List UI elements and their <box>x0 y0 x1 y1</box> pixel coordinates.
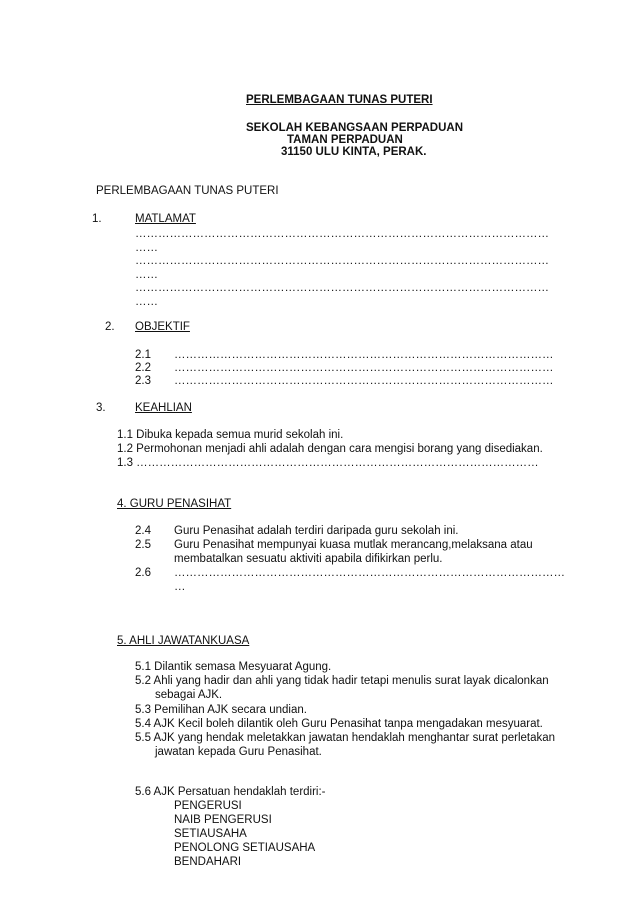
committee-item: 5.4 AJK Kecil boleh dilantik oleh Guru Penasihat tanpa mengadakan mesyuarat. <box>135 718 543 730</box>
objective-text: ……………………………………………………………………………………… <box>174 375 554 387</box>
document-subtitle: PERLEMBAGAAN TUNAS PUTERI <box>96 185 279 197</box>
role-item: SETIAUSAHA <box>174 828 247 840</box>
section-1-line: …… <box>135 242 158 254</box>
committee-item: sebagai AJK. <box>155 689 223 701</box>
section-2-number: 2. <box>105 321 115 333</box>
section-3-number: 3. <box>96 402 106 414</box>
objective-number: 2.3 <box>135 375 151 387</box>
committee-item: jawatan kepada Guru Penasihat. <box>155 746 322 758</box>
objective-number: 2.2 <box>135 362 151 374</box>
advisor-item-number: 2.4 <box>135 525 151 537</box>
objective-text: ……………………………………………………………………………………… <box>174 349 554 361</box>
advisor-item-number: 2.6 <box>135 567 151 579</box>
role-item: NAIB PENGERUSI <box>174 814 272 826</box>
section-1-line: ……………………………………………………………………………………………… <box>135 282 549 294</box>
section-3-title: KEAHLIAN <box>135 402 192 414</box>
membership-item: 1.2 Permohonan menjadi ahli adalah dengan cara mengisi borang yang disediakan. <box>117 443 543 455</box>
advisor-item-text: … <box>174 581 186 593</box>
committee-item: 5.3 Pemilihan AJK secara undian. <box>135 704 307 716</box>
role-item: PENOLONG SETIAUSAHA <box>174 842 316 854</box>
section-1-line: …… <box>135 269 158 281</box>
header-title: PERLEMBAGAAN TUNAS PUTERI <box>246 94 433 106</box>
school-address: 31150 ULU KINTA, PERAK. <box>281 146 427 158</box>
advisor-item-text: Guru Penasihat adalah terdiri daripada guru sekolah ini. <box>174 525 459 537</box>
section-1-line: …… <box>135 296 158 308</box>
committee-composition: 5.6 AJK Persatuan hendaklah terdiri:- <box>135 786 326 798</box>
section-1-line: ……………………………………………………………………………………………… <box>135 228 549 240</box>
committee-item: 5.1 Dilantik semasa Mesyuarat Agung. <box>135 661 332 673</box>
role-item: BENDAHARI <box>174 856 242 868</box>
advisor-item-text: Guru Penasihat mempunyai kuasa mutlak merancang,melaksana atau <box>174 539 533 551</box>
advisor-item-text: ………………………………………………………………………………………… <box>174 567 565 579</box>
membership-item: 1.1 Dibuka kepada semua murid sekolah ini. <box>117 429 344 441</box>
section-1-title: MATLAMAT <box>135 213 196 225</box>
school-area: TAMAN PERPADUAN <box>287 134 403 146</box>
section-1-number: 1. <box>92 213 102 225</box>
committee-item: 5.2 Ahli yang hadir dan ahli yang tidak hadir tetapi menulis surat layak dicalonkan <box>135 675 549 687</box>
section-1-line: ……………………………………………………………………………………………… <box>135 255 549 267</box>
school-name: SEKOLAH KEBANGSAAN PERPADUAN <box>246 122 464 134</box>
role-item: PENGERUSI <box>174 800 242 812</box>
advisor-item-number: 2.5 <box>135 539 151 551</box>
membership-item: 1.3 …………………………………………………………………………………………… <box>117 457 539 469</box>
advisor-item-text: membatalkan sesuatu aktiviti apabila difikirkan perlu. <box>174 553 443 565</box>
section-4-title: 4. GURU PENASIHAT <box>117 498 232 510</box>
objective-text: ……………………………………………………………………………………… <box>174 362 554 374</box>
section-2-title: OBJEKTIF <box>135 321 190 333</box>
objective-number: 2.1 <box>135 349 151 361</box>
section-5-title: 5. AHLI JAWATANKUASA <box>117 635 250 647</box>
committee-item: 5.5 AJK yang hendak meletakkan jawatan hendaklah menghantar surat perletakan <box>135 732 556 744</box>
